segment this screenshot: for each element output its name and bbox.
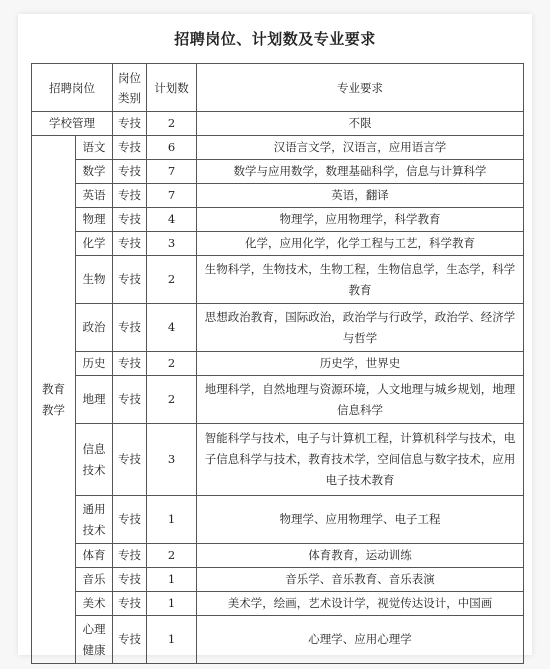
table-row [32,160,524,184]
table-row [32,256,524,304]
major-cell: 音乐学、音乐教育、音乐表演 [197,568,524,592]
table-row [32,136,524,160]
count-cell: 2 [147,352,197,376]
group-label: 教育教学 [42,381,65,417]
count-cell: 2 [147,544,197,568]
table-row [32,544,524,568]
major-cell: 物理学、应用物理学、电子工程 [197,496,524,544]
count-cell: 1 [147,496,197,544]
count-cell: 6 [147,136,197,160]
category-cell: 专技 [113,256,147,304]
major-cell: 地理科学，自然地理与资源环境，人文地理与城乡规划，地理信息科学 [197,376,524,424]
major-cell: 心理学、应用心理学 [197,616,524,664]
count-cell: 4 [147,304,197,352]
major-cell: 生物科学，生物技术，生物工程，生物信息学，生态学，科学教育 [197,256,524,304]
subject-cell: 生物 [76,256,113,304]
table-row [32,232,524,256]
major-cell: 思想政治教育，国际政治，政治学与行政学，政治学、经济学与哲学 [197,304,524,352]
count-cell: 2 [147,376,197,424]
category-cell: 专技 [113,496,147,544]
subject-cell: 数学 [76,160,113,184]
major-cell: 智能科学与技术，电子与计算机工程，计算机科学与技术，电子信息科学与技术，教育技术学，空间信息与数字技术，应用电子技术教育 [197,424,524,496]
subject-cell: 体育 [76,544,113,568]
table-row [32,568,524,592]
subject-label: 信息技术 [82,441,106,477]
subject-cell: 英语 [76,184,113,208]
count-cell: 7 [147,160,197,184]
table-row [32,352,524,376]
category-cell: 专技 [113,160,147,184]
major-cell: 物理学，应用物理学，科学教育 [197,208,524,232]
table-row [32,424,524,496]
category-cell: 专技 [113,376,147,424]
major-cell: 汉语言文学，汉语言，应用语言学 [197,136,524,160]
count-cell: 1 [147,592,197,616]
major-cell: 英语，翻译 [197,184,524,208]
count-cell: 1 [147,568,197,592]
count-cell: 3 [147,424,197,496]
major-cell: 化学，应用化学，化学工程与工艺，科学教育 [197,232,524,256]
table-header-row [32,64,524,112]
subject-cell [76,616,113,664]
table-row [32,496,524,544]
major-cell: 美术学，绘画，艺术设计学，视觉传达设计，中国画 [197,592,524,616]
subject-cell: 物理 [76,208,113,232]
count-cell: 2 [147,256,197,304]
document-card [18,14,532,655]
category-cell: 专技 [113,592,147,616]
subject-cell: 语文 [76,136,113,160]
count-cell: 1 [147,616,197,664]
subject-cell [76,424,113,496]
major-cell: 数学与应用数学，数理基础科学，信息与计算科学 [197,160,524,184]
category-cell: 专技 [113,616,147,664]
subject-cell: 音乐 [76,568,113,592]
header-position: 招聘岗位 [32,64,113,112]
header-category: 岗位类别 [113,64,147,112]
category-cell: 专技 [113,112,147,136]
subject-label: 心理健康 [82,621,106,657]
table-row [32,112,524,136]
subject-cell: 历史 [76,352,113,376]
table-row [32,184,524,208]
category-cell: 专技 [113,424,147,496]
recruitment-table [31,63,524,664]
subject-cell [76,496,113,544]
major-cell: 体育教育，运动训练 [197,544,524,568]
header-plan: 计划数 [147,64,197,112]
category-cell: 专技 [113,568,147,592]
major-cell: 历史学，世界史 [197,352,524,376]
count-cell: 7 [147,184,197,208]
table-row [32,376,524,424]
header-major: 专业要求 [197,64,524,112]
category-cell: 专技 [113,136,147,160]
table-row [32,616,524,664]
table-row [32,592,524,616]
group-cell-edu [32,136,76,664]
category-cell: 专技 [113,544,147,568]
subject-cell: 美术 [76,592,113,616]
subject-cell: 地理 [76,376,113,424]
subject-cell: 化学 [76,232,113,256]
count-cell: 2 [147,112,197,136]
category-cell: 专技 [113,304,147,352]
count-cell: 4 [147,208,197,232]
category-cell: 专技 [113,184,147,208]
category-cell: 专技 [113,352,147,376]
table-row [32,208,524,232]
category-cell: 专技 [113,232,147,256]
table-row [32,304,524,352]
category-cell: 专技 [113,208,147,232]
major-cell: 不限 [197,112,524,136]
position-cell: 学校管理 [32,112,113,136]
subject-label: 通用技术 [82,501,106,537]
count-cell: 3 [147,232,197,256]
document-title: 招聘岗位、计划数及专业要求 [174,30,376,48]
subject-cell: 政治 [76,304,113,352]
